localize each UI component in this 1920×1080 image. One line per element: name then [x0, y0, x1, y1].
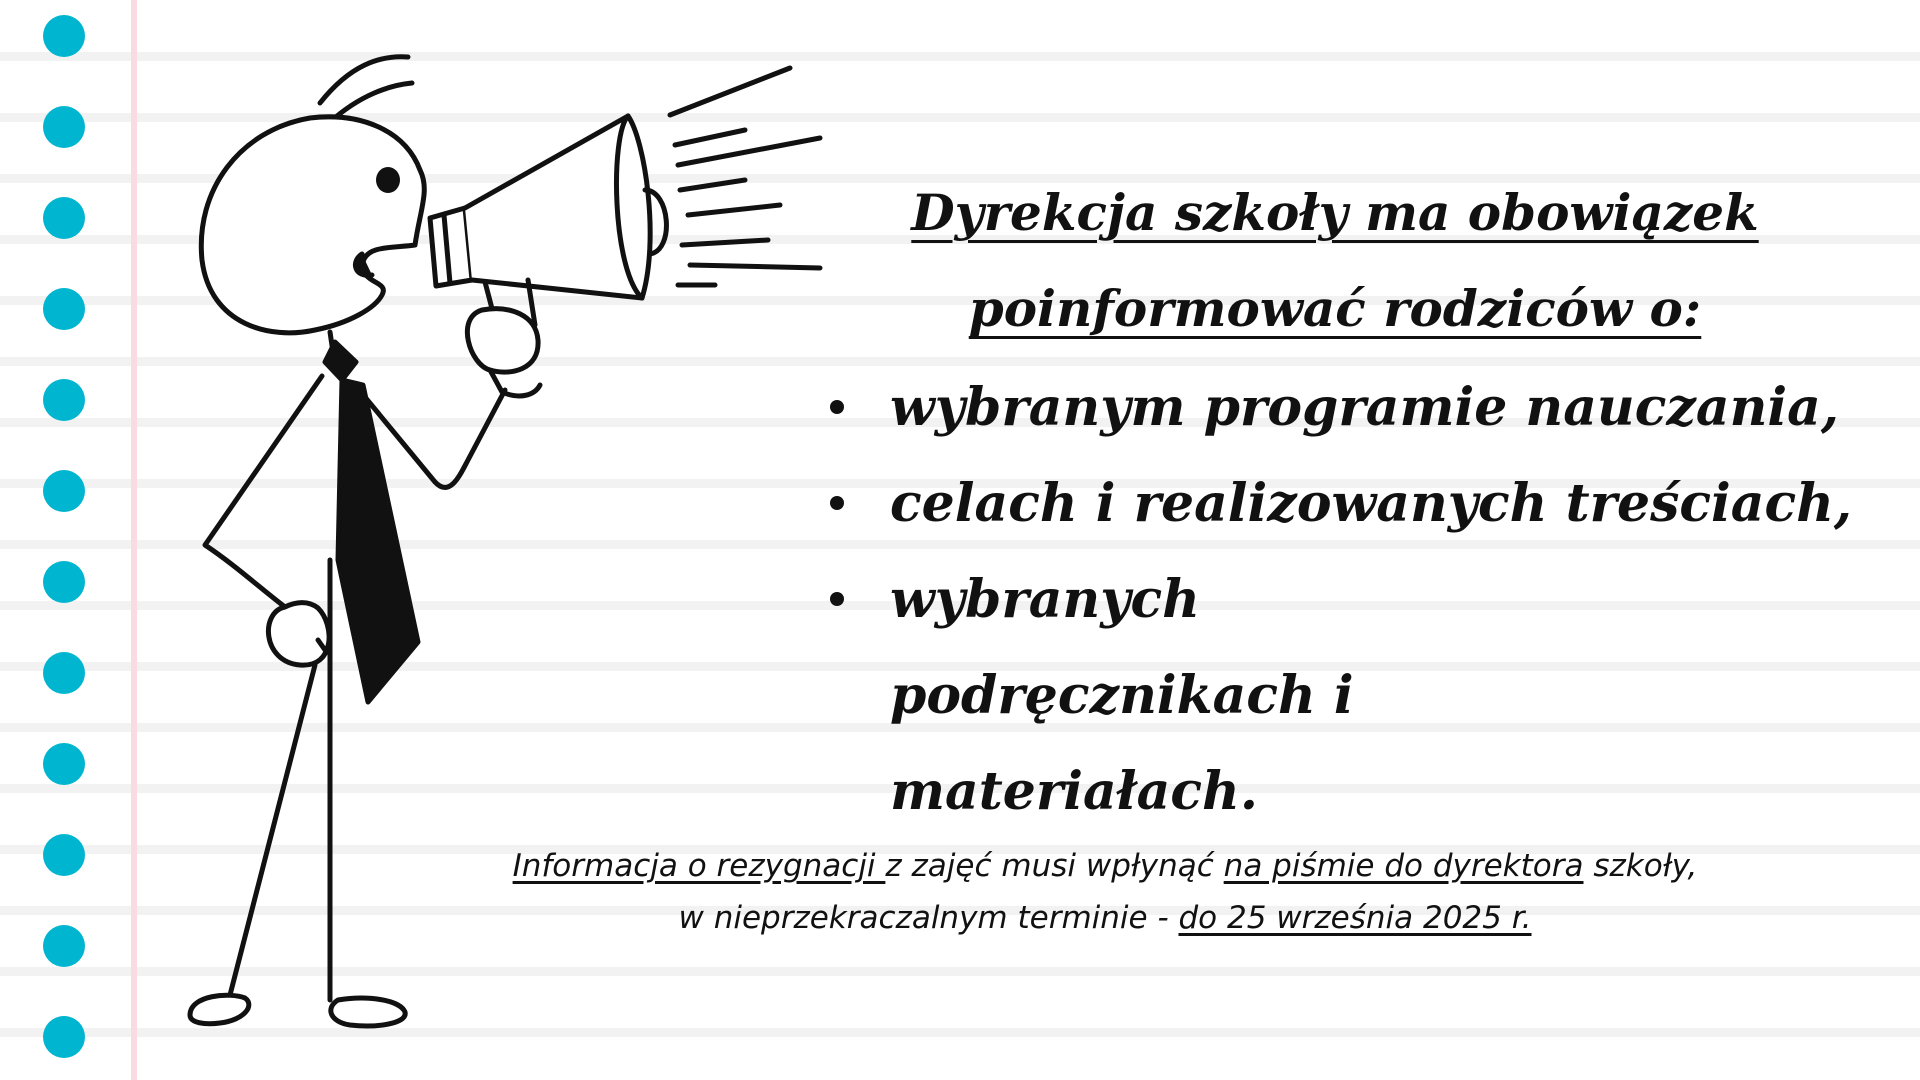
notice-resignation-info: Informacja o rezygnacji [512, 848, 886, 884]
binder-hole-dot-icon [43, 379, 85, 421]
binder-hole-dot-icon [43, 197, 85, 239]
notice-line-2 [440, 892, 1770, 944]
binder-hole-dot-icon [43, 561, 85, 603]
binder-hole-dot-icon [43, 925, 85, 967]
notice-deadline: do 25 września 2025 r. [1178, 900, 1532, 936]
notice-text: z zajęć musi wpłynąć [885, 848, 1224, 884]
binder-hole-dot-icon [43, 834, 85, 876]
notice-text: w nieprzekraczalnym terminie - [678, 900, 1179, 936]
heading [870, 165, 1800, 357]
notice-text: szkoły, [1583, 848, 1698, 884]
obligations-list [830, 360, 1890, 840]
notice-in-writing: na piśmie do dyrektora [1223, 848, 1584, 884]
binder-hole-dot-icon [43, 743, 85, 785]
list-item: celach i realizowanych treściach, [830, 456, 1890, 552]
list-item: wybranym programie nauczania, [830, 360, 1890, 456]
notebook-margin-line [131, 0, 137, 1080]
binder-hole-dot-icon [43, 470, 85, 512]
binder-hole-dot-icon [43, 288, 85, 330]
heading-line-1: Dyrekcja szkoły ma obowiązek [911, 183, 1759, 242]
binder-hole-dot-icon [43, 15, 85, 57]
notice-line-1 [440, 840, 1770, 892]
binder-hole-dot-icon [43, 1016, 85, 1058]
binder-holes [43, 15, 87, 1075]
resignation-notice [440, 840, 1770, 944]
list-item: wybranych podręcznikach i materiałach. [830, 552, 1510, 840]
binder-hole-dot-icon [43, 652, 85, 694]
heading-line-2: poinformować rodziców o: [968, 279, 1702, 338]
binder-hole-dot-icon [43, 106, 85, 148]
